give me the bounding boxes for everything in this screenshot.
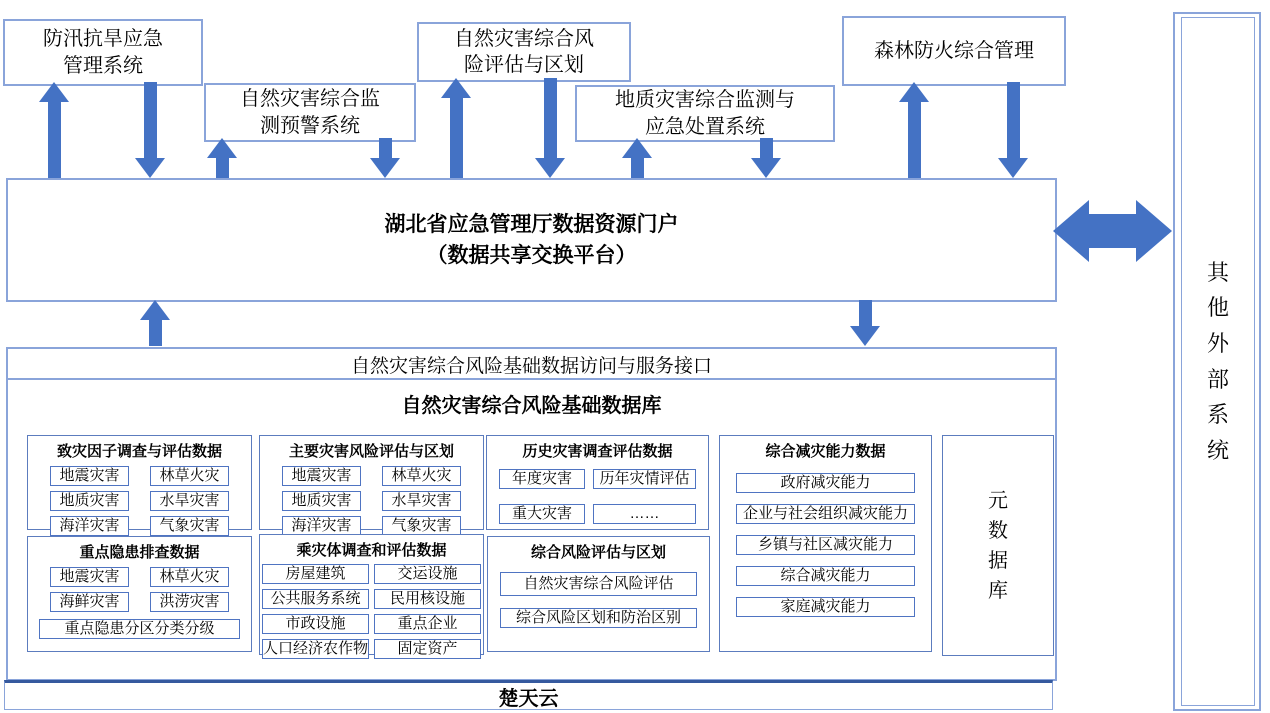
item-box: 水旱灾害 [382, 491, 461, 511]
item-box: 重点企业 [374, 614, 481, 634]
group-title: 致灾因子调查与评估数据 [56, 443, 222, 460]
cloud-platform-bar [4, 680, 1053, 710]
database-title: 自然灾害综合风险基础数据库 [401, 395, 662, 417]
group-disaster-factor-data [27, 435, 252, 535]
group-historical-disaster-data [486, 435, 709, 530]
group-title: 综合减灾能力数据 [765, 443, 886, 460]
down-arrow [751, 138, 781, 178]
system-box-label: 防汛抗旱应急管理系统 [43, 28, 163, 77]
item-box: 自然灾害综合风险评估 [500, 572, 697, 596]
item-box: 水旱灾害 [150, 491, 229, 511]
item-box: …… [593, 504, 696, 524]
item-box: 地震灾害 [50, 466, 129, 486]
cloud-platform-label: 楚天云 [498, 687, 559, 710]
down-arrow [370, 138, 400, 178]
up-arrow [39, 82, 69, 178]
item-box: 海洋灾害 [282, 516, 361, 536]
group-title: 乘灾体调查和评估数据 [296, 542, 447, 559]
item-box: 家庭减灾能力 [736, 597, 915, 617]
item-box: 林草火灾 [150, 466, 229, 486]
system-box-label: 森林防火综合管理 [874, 39, 1034, 62]
item-box: 重大灾害 [499, 504, 585, 524]
item-box: 人口经济农作物 [263, 640, 369, 658]
system-box-label: 自然灾害综合监测预警系统 [240, 88, 380, 137]
system-box-label: 自然灾害综合风险评估与区划 [454, 27, 594, 76]
item-box: 乡镇与社区减灾能力 [736, 535, 915, 555]
system-box-forest-fire [842, 16, 1066, 86]
up-arrow [622, 138, 652, 178]
group-major-disaster-risk [259, 435, 484, 535]
portal-title-line2: （数据共享交换平台） [426, 244, 637, 267]
item-box: 年度灾害 [499, 469, 585, 489]
group-title: 历史灾害调查评估数据 [522, 443, 673, 460]
item-box: 历年灾情评估 [593, 469, 696, 489]
meta-database-box [942, 435, 1054, 656]
item-box: 民用核设施 [374, 589, 481, 609]
item-box: 综合风险区划和防治区别 [500, 608, 697, 628]
system-box-label: 地质灾害综合监测与应急处置系统 [615, 89, 795, 138]
group-exposure-survey-data [259, 534, 484, 658]
group-title: 重点隐患排查数据 [79, 544, 200, 561]
item-box: 综合减灾能力 [736, 566, 915, 586]
service-interface-label: 自然灾害综合风险基础数据访问与服务接口 [350, 356, 712, 377]
group-key-hazard-screening [27, 536, 252, 652]
item-box: 地质灾害 [282, 491, 361, 511]
item-box: 重点隐患分区分类分级 [39, 619, 240, 639]
item-box: 交运设施 [374, 564, 481, 584]
item-box: 林草火灾 [150, 567, 229, 587]
system-box-monitor-warning [204, 83, 416, 142]
meta-database-label: 元数据库 [988, 489, 1008, 602]
portal-title-line1: 湖北省应急管理厅数据资源门户 [384, 212, 679, 236]
item-box: 房屋建筑 [262, 564, 369, 584]
item-box: 海鲜灾害 [50, 592, 129, 612]
down-arrow [135, 82, 165, 178]
system-box-flood-drought [3, 19, 203, 86]
down-arrow [998, 82, 1028, 178]
item-box: 海洋灾害 [50, 516, 129, 536]
item-box: 政府减灾能力 [736, 473, 915, 493]
up-arrow [899, 82, 929, 178]
external-systems-box [1173, 12, 1261, 711]
item-box: 气象灾害 [150, 516, 229, 536]
item-box: 林草火灾 [382, 466, 461, 486]
database-container [6, 378, 1057, 681]
external-systems-inner [1181, 17, 1255, 706]
down-arrow [850, 300, 880, 346]
item-box: 地震灾害 [282, 466, 361, 486]
item-box: 气象灾害 [382, 516, 461, 536]
group-title: 主要灾害风险评估与区划 [288, 443, 454, 460]
item-box: 地质灾害 [50, 491, 129, 511]
item-box: 市政设施 [262, 614, 369, 634]
system-box-risk-assessment [417, 22, 631, 82]
item-box: 固定资产 [374, 639, 481, 659]
up-arrow [441, 78, 471, 178]
item-box: 洪涝灾害 [150, 592, 229, 612]
item-box: 企业与社会组织减灾能力 [736, 504, 915, 524]
group-mitigation-capacity-data [719, 435, 932, 652]
service-interface-bar [6, 347, 1057, 382]
portal-box [6, 178, 1057, 302]
group-title: 综合风险评估与区划 [530, 544, 666, 561]
up-arrow [140, 300, 170, 346]
group-comprehensive-risk [487, 536, 710, 652]
portal-external-double-arrow [1053, 200, 1172, 262]
item-box: 公共服务系统 [262, 589, 369, 609]
up-arrow [207, 138, 237, 178]
system-box-geo-hazard [575, 85, 835, 142]
item-box: 地震灾害 [50, 567, 129, 587]
external-systems-label: 其他外部系统 [1206, 259, 1229, 463]
down-arrow [535, 78, 565, 178]
